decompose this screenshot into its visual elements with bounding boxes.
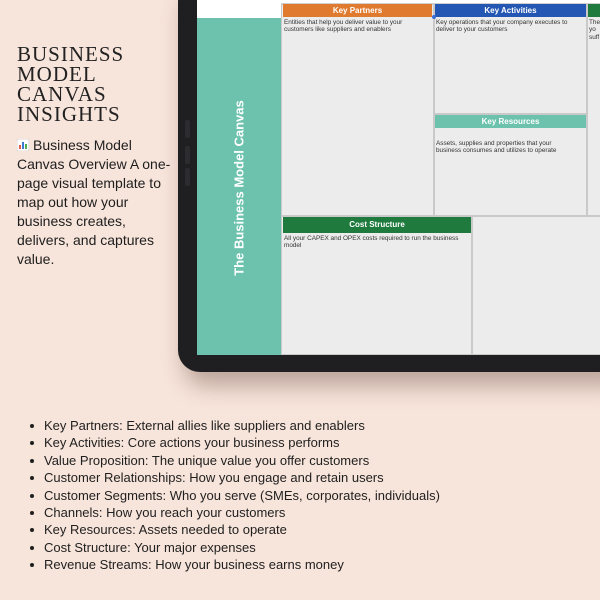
key-activities-description: Key operations that your company executes to deliver to your customers (436, 19, 568, 34)
tablet-button (185, 120, 190, 138)
list-item: Cost Structure: Your major expenses (44, 539, 564, 556)
list-item: Key Activities: Core actions your business performs (44, 434, 564, 451)
tablet-button (185, 146, 190, 164)
key-resources-cell[interactable] (434, 114, 587, 216)
key-partners-cell[interactable] (281, 4, 434, 216)
cost-structure-description: All your CAPEX and OPEX costs required to run the business model (284, 235, 459, 250)
list-item: Key Resources: Assets needed to operate (44, 521, 564, 538)
list-item: Key Partners: External allies like suppliers and enablers (44, 417, 564, 434)
key-resources-header: Key Resources (435, 115, 586, 128)
canvas-sidebar (197, 0, 281, 355)
cost-structure-header: Cost Structure (283, 217, 471, 233)
hero-subtitle (17, 136, 177, 269)
list-item: Channels: How you reach your customers (44, 504, 564, 521)
list-item: Value Proposition: The unique value you offer customers (44, 452, 564, 469)
key-resources-description: Assets, supplies and properties that your business consumes and utilizes to operate (436, 140, 557, 155)
list-item: Customer Segments: Who you serve (SMEs, corporates, individuals) (44, 487, 564, 504)
key-activities-header: Key Activities (435, 4, 586, 17)
hero-subtitle-text: Business Model Canvas Overview A one-page visual template to map out how your business creates, delivers, and captures value. (17, 137, 171, 267)
key-partners-header: Key Partners (283, 4, 432, 17)
revenue-streams-cell[interactable] (472, 216, 600, 355)
sidebar-top-strip (197, 0, 281, 18)
bar-chart-icon (17, 139, 29, 151)
hero-title: BUSINESS MODEL CANVAS INSIGHTS (17, 42, 125, 126)
value-proposition-fragment: yo (589, 26, 596, 34)
tablet-screen (197, 0, 600, 355)
value-proposition-fragment: suff (589, 33, 600, 41)
list-item: Customer Relationships: How you engage and retain users (44, 469, 564, 486)
bullet-list (44, 417, 564, 574)
tablet-button (185, 168, 190, 186)
value-proposition-header (588, 4, 600, 17)
value-proposition-fragment: The (589, 19, 600, 26)
key-partners-description: Entities that help you deliver value to your customers like suppliers and enablers (284, 19, 403, 34)
list-item: Revenue Streams: How your business earns money (44, 556, 564, 573)
sidebar-label: The Business Model Canvas (231, 100, 247, 276)
